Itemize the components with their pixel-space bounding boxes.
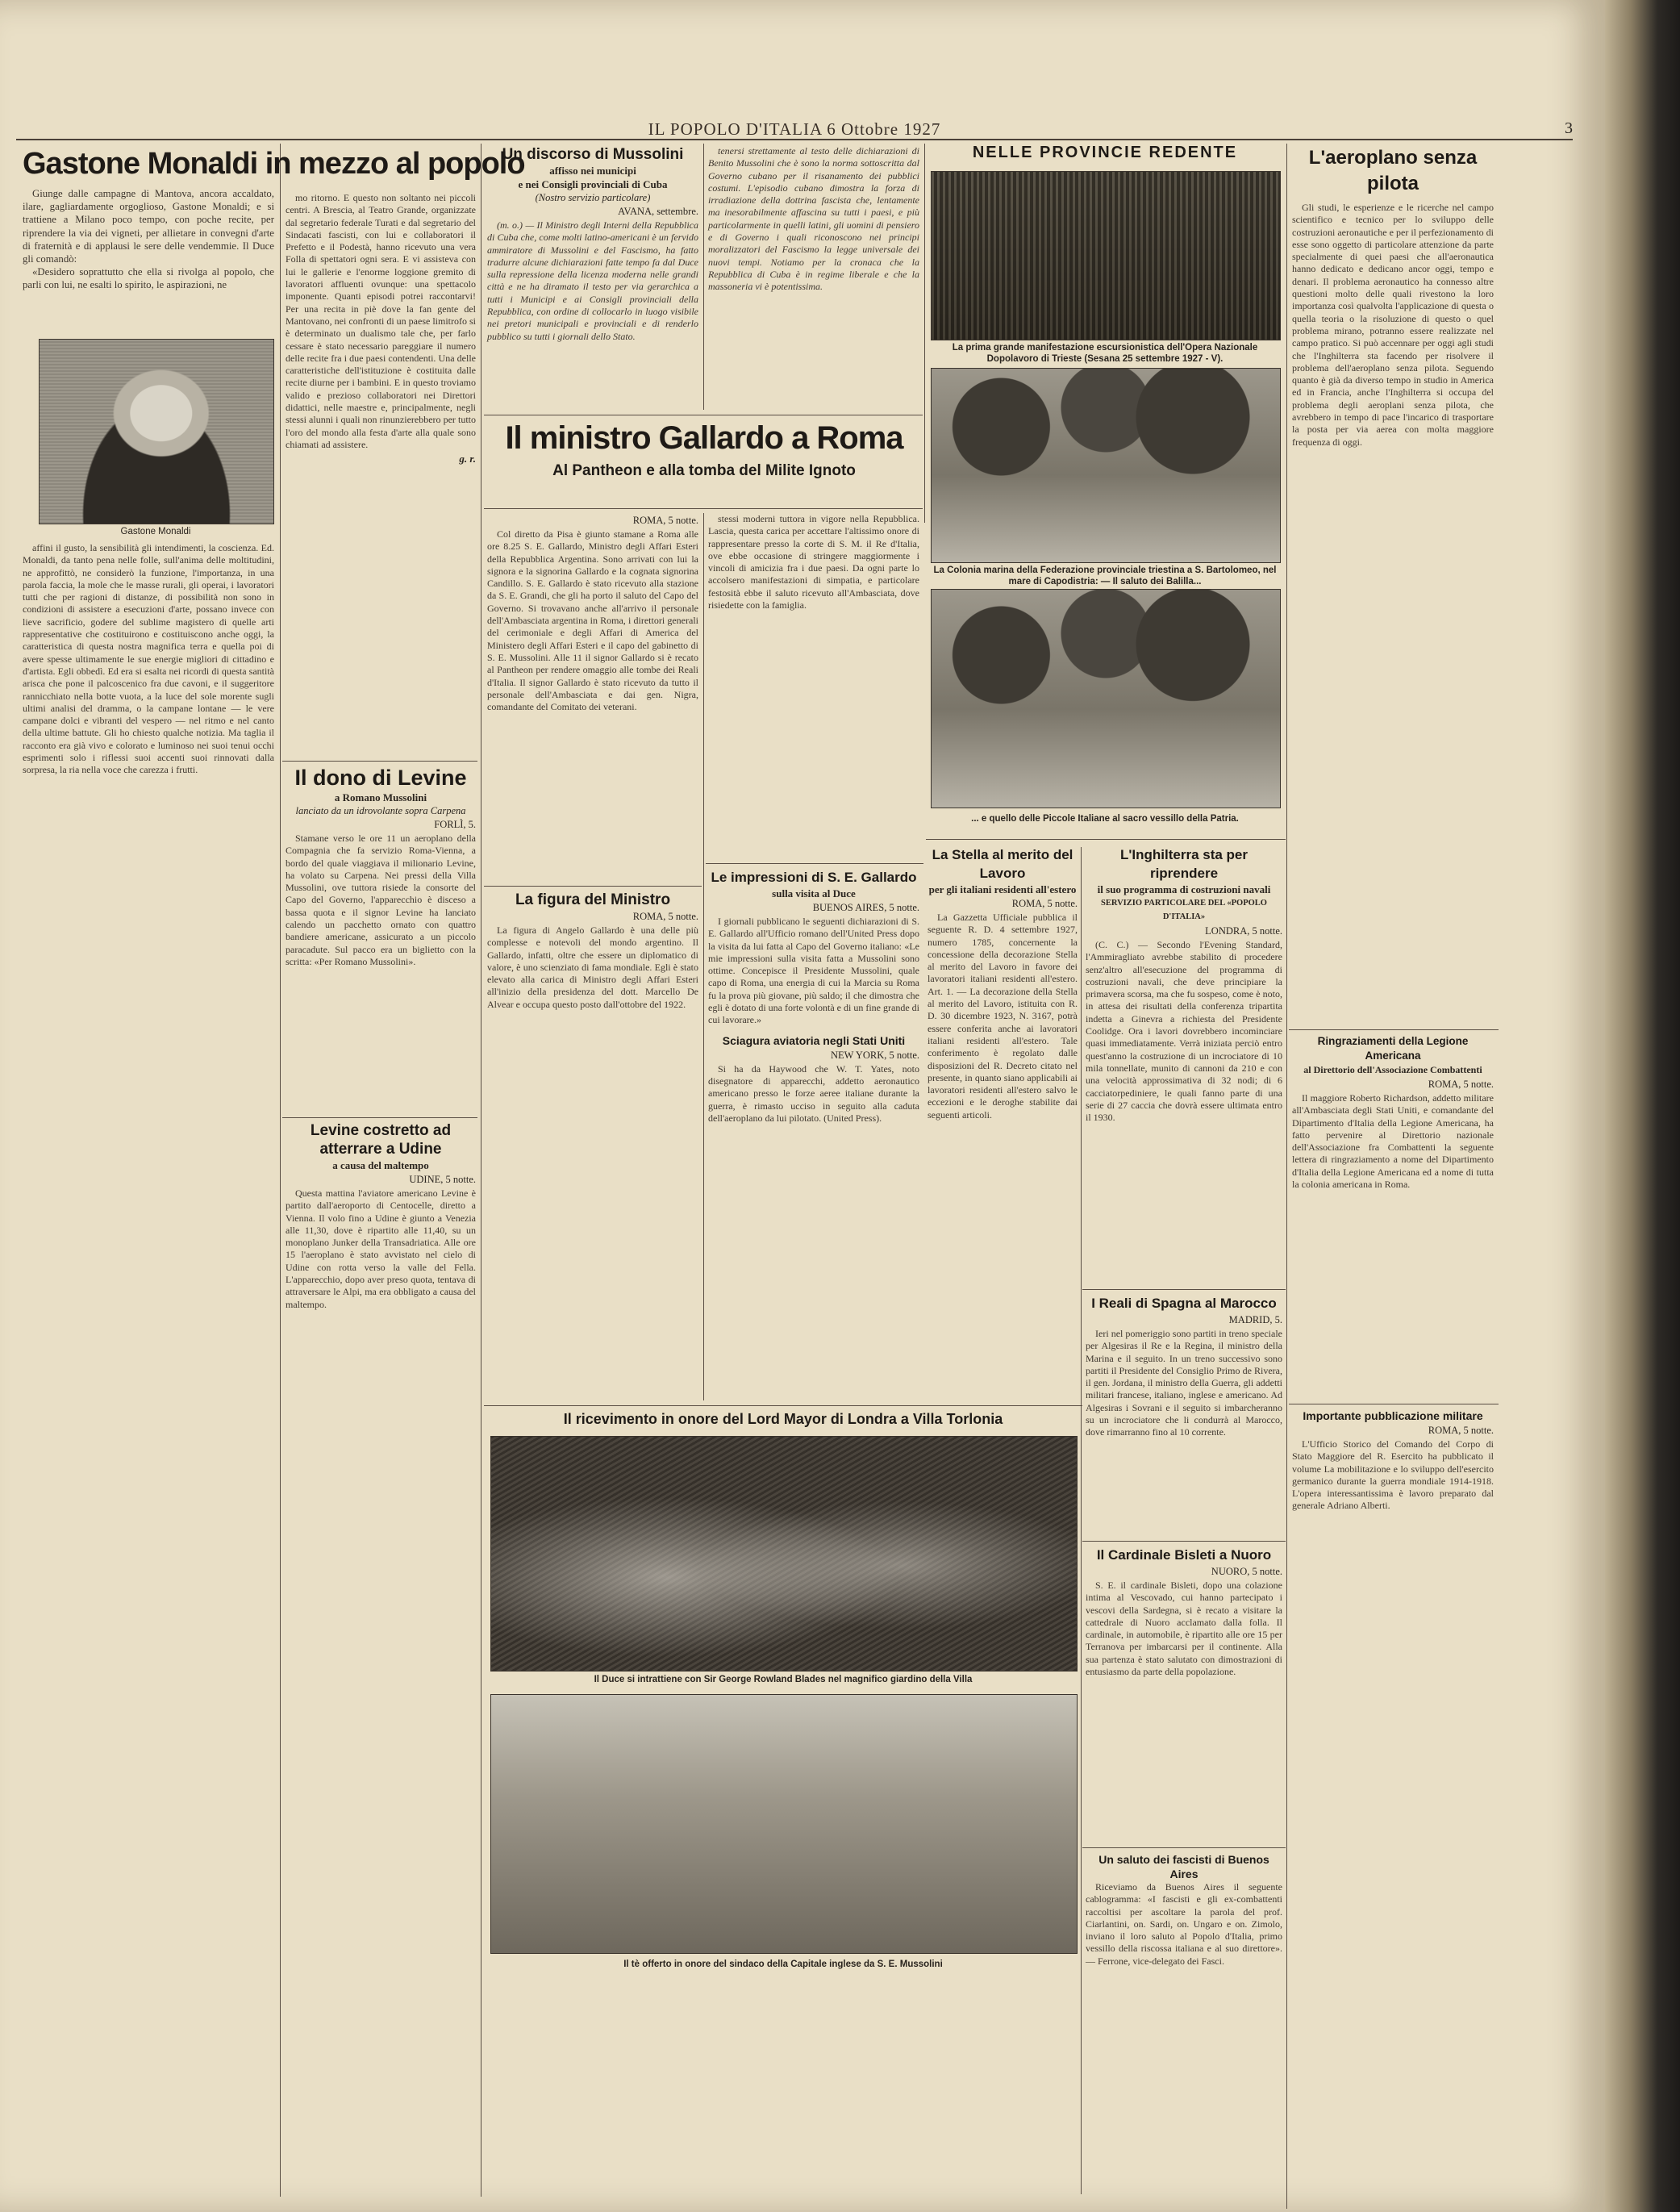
headline-sciagura: Sciagura aviatoria negli Stati Uniti <box>722 1033 906 1047</box>
dateline-nuoro: NUORO, 5 notte. <box>1211 1566 1282 1577</box>
text-sciagura: Si ha da Haywood che W. T. Yates, noto disegnatore di apparecchi, addetto aeronautico americano presso le forze aeree italiane durante la guerra, è rimasto ucciso in seguito alla caduta dell'aeroplano da lui pilotato. (United Press). <box>708 1062 919 1124</box>
dateline-new-york: NEW YORK, 5 notte. <box>830 1049 919 1061</box>
article-gallardo-right <box>708 513 919 860</box>
text-pubblicazione-militare: L'Ufficio Storico del Comando del Corpo di Stato Maggiore del R. Esercito ha pubblicato il volume La mobilitazione e lo sviluppo dell'esercito germanico durante la guerra mondiale 1914-1918. L'opera interessantissima è lavoro preparato dal generale Adriano Alberti. <box>1292 1438 1494 1512</box>
caption-piccole-italiane: ... e quello delle Piccole Italiane al sacro vessillo della Patria. <box>971 814 1239 824</box>
headline-inghilterra: L'Inghilterra sta per riprendere <box>1119 847 1249 881</box>
photo-gastone-monaldi <box>39 339 274 524</box>
section-divider <box>484 1405 1082 1406</box>
text-stella-merito: La Gazzetta Ufficiale pubblica il seguente R. D. 4 settembre 1927, numero 1785, concernente la concessione della decorazione Stella al merito del Lavoro in favore dei lavoratori italiani residenti all'estero. Art. 1. — La decorazione della Stella al merito del Lavoro, istituita con R. D. 30 dicembre 1923, N. 3167, potrà essere conferita anche ai lavoratori italiani residenti all'estero. Tale conferimento è regolato dalle disposizioni del R. Decreto citato nel presente, in quanto siano applicabili ai lavoratori residenti all'estero salvo le eccezioni e le deroghe stabilite dai seguenti articoli. <box>928 912 1078 1121</box>
caption-dopolavoro-trieste: La prima grande manifestazione escursionistica dell'Opera Nazionale Dopolavoro di Trieste (Sesana 25 settembre 1927 - V). <box>952 343 1258 364</box>
section-divider <box>706 863 923 864</box>
section-divider <box>1289 1029 1499 1030</box>
subhead-consigli: e nei Consigli provinciali di Cuba <box>518 178 668 190</box>
section-divider <box>484 508 923 509</box>
section-divider <box>484 886 702 887</box>
column-rule <box>280 144 281 2197</box>
headline-provincie-redente: NELLE PROVINCIE REDENTE <box>972 144 1238 161</box>
article-aeroplano-senza-pilota <box>1292 145 1494 1025</box>
caption-colonia-marina: La Colonia marina della Federazione provinciale triestina a S. Bartolomeo, nel mare di Capodistria: — Il saluto dei Balilla... <box>933 566 1277 586</box>
photo-colonia-marina <box>931 368 1281 563</box>
page-edge-shadow <box>1605 0 1680 2212</box>
headline-monaldi: Gastone Monaldi in mezzo al popolo <box>23 147 525 181</box>
dateline-roma-gallardo: ROMA, 5 notte. <box>632 515 698 526</box>
article-discorso-cuba-cont <box>708 145 919 411</box>
article-monaldi-cont <box>286 192 476 757</box>
article-saluto-fascisti <box>1086 1852 1282 2199</box>
article-gallardo-head <box>487 419 921 516</box>
column-rule <box>1081 847 1082 2194</box>
masthead <box>16 119 1573 140</box>
headline-ringraziamenti: Ringraziamenti della Legione Americana <box>1317 1035 1469 1062</box>
subhead-stella-merito: per gli italiani residenti all'estero <box>928 883 1077 895</box>
dateline-buenos-aires: BUENOS AIRES, 5 notte. <box>812 902 919 913</box>
article-pubblicazione-militare <box>1292 1409 1494 1893</box>
subhead-dono-levine-2: lanciato da un idrovolante sopra Carpena <box>295 805 466 816</box>
subhead-pantheon: Al Pantheon e alla tomba del Milite Ignoto <box>552 462 856 479</box>
dateline-roma-ringraziamenti: ROMA, 5 notte. <box>1428 1079 1494 1090</box>
section-divider <box>282 761 477 762</box>
headline-dono-levine: Il dono di Levine <box>294 766 467 790</box>
photo-piccole-italiane <box>931 589 1281 808</box>
text-bisleti: S. E. il cardinale Bisleti, dopo una colazione intima al Vescovado, cui hanno partecipato i vescovi della Sardegna, si è recato a visitare la cattedrale di Nuoro acclamato dalla folla. Il cardinale, in automobile, è ripartito alle ore 15 per Terranova per imbarcarsi per il continente. Alla sua partenza è stato salutato con dimostrazioni di entusiasmo da parte della popolazione. <box>1086 1580 1282 1678</box>
headline-levine-udine: Levine costretto ad atterrare a Udine <box>310 1122 452 1158</box>
article-bisleti <box>1086 1546 1282 1788</box>
text-ringraziamenti: Il maggiore Roberto Richardson, addetto militare all'Ambasciata degli Stati Uniti, e comandante del Dipartimento d'Italia della Legione Americana, ha fatto pervenire al Direttorio nazionale dell'Associazione fra Combattenti la seguente lettera di ringraziamento a nome del Dipartimento d'Italia della Legione Americana ed a nome di tutta la colonia americana in Roma. <box>1292 1092 1494 1191</box>
article-levine-udine <box>286 1121 476 2194</box>
article-inghilterra <box>1086 845 1282 1285</box>
text-gallardo-right: stessi moderni tuttora in vigore nella Repubblica. Lascia, questa carica per accettare l'altissimo onore di rappresentare presso la corte di S. M. il Re d'Italia, ove ebbe occasione di stringere maggiormente i vincoli di amicizia fra i due paesi. Da ogni parte lo accolsero manifestazioni di simpatia, e particolare festosità ebbe il saluto ricevuto all'Ambasciata, dove risiedette con la famiglia. <box>708 513 919 611</box>
photo-duce-blades <box>490 1436 1078 1672</box>
dateline-roma-figura: ROMA, 5 notte. <box>632 911 698 922</box>
dateline-udine: UDINE, 5 notte. <box>409 1174 476 1185</box>
text-monaldi-quote: «Desidero soprattutto che ella si rivolga al popolo, che parli con lui, ne esalti lo spirito, le aspirazioni, ne <box>23 266 274 291</box>
subhead-dono-levine: a Romano Mussolini <box>334 791 427 803</box>
signature-gr: g. r. <box>459 453 476 465</box>
text-discorso-cuba: (m. o.) — Il Ministro degli Interni della Repubblica di Cuba che, come molti latino-americani è un fervido ammiratore di Mussolini e del Fascismo, ha fatto tradurre alcune dichiarazioni fatte tempo fa dal Duce sulla repressione della licenza moderna nelle grandi città e ne ha diramato il testo per via gerarchica a tutti i Municipi e ai Consigli provinciali della Repubblica, con ordine di collocarlo in luogo visibile nei pretori municipali e provinciali e di renderlo pubblico su tutti i giornali dello Stato. <box>487 219 698 342</box>
dateline-londra: LONDRA, 5 notte. <box>1205 925 1282 937</box>
article-reali-spagna <box>1086 1294 1282 1536</box>
subhead-servizio: (Nostro servizio particolare) <box>535 192 651 203</box>
dateline-roma-stella: ROMA, 5 notte. <box>1011 898 1078 909</box>
caption-gastone-monaldi: Gastone Monaldi <box>120 527 191 536</box>
text-monaldi-lead: Giunge dalle campagne di Mantova, ancora accaldato, ilare, gagliardamente orgoglioso, Gastone Monaldi; e si trattiene a Milano poco tempo, con poche recite, per riprendere la via dei vigneti, per allietare in convegni d'arte di fraternità e di applausi le sere delle vendemmie. Il Duce gli comandò: <box>23 188 274 265</box>
masthead-title: IL POPOLO D'ITALIA 6 Ottobre 1927 <box>648 119 941 139</box>
dateline-madrid: MADRID, 5. <box>1228 1314 1282 1325</box>
dateline-roma-pubblicazione: ROMA, 5 notte. <box>1428 1425 1494 1436</box>
subhead-municipi: affisso nei municipi <box>549 165 636 177</box>
text-dono-levine: Stamane verso le ore 11 un aeroplano della Compagnia che fa servizio Roma-Vienna, a bordo del quale viaggiava il milionario Levine, ha volato su Carpena. Nei pressi della Villa Mussolini, ove tuttora risiede la consorte del Capo del Governo, l'apparecchio è disceso a bassa quota e il signor Levine ha lanciato calendo un pacchetto ornato con quattro bandiere americane, assicurato a un piccolo paracadute. Sul pacco era un biglietto con la scritta: «Per Romano Mussolini». <box>286 833 476 967</box>
dateline-forli: FORLÌ, 5. <box>434 819 476 830</box>
article-monaldi-body <box>23 542 274 2196</box>
headline-aeroplano: L'aeroplano senza pilota <box>1308 147 1478 194</box>
subhead-inghilterra: il suo programma di costruzioni navali <box>1097 883 1271 895</box>
section-divider <box>1082 1541 1286 1542</box>
service-inghilterra: SERVIZIO PARTICOLARE DEL «POPOLO D'ITALIA» <box>1101 899 1267 921</box>
caption-duce-blades: Il Duce si intrattiene con Sir George Rowland Blades nel magnifico giardino della Villa <box>594 1675 973 1684</box>
dateline-avana: AVANA, settembre. <box>618 206 698 217</box>
article-ringraziamenti <box>1292 1034 1494 1405</box>
headline-discorso-mussolini: Un discorso di Mussolini <box>502 146 684 163</box>
headline-pubblicazione-militare: Importante pubblicazione militare <box>1303 1409 1483 1422</box>
article-stella-merito <box>928 845 1078 1400</box>
article-dono-levine <box>286 765 476 1112</box>
page-number: 3 <box>1565 119 1573 137</box>
article-figura-ministro <box>487 891 698 1399</box>
photo-te-sindaco <box>490 1694 1078 1954</box>
column-rule <box>703 513 704 1400</box>
text-discorso-cuba-cont: tenersi strettamente al testo delle dichiarazioni di Benito Mussolini che è sono la norma sottoscritta dal Governo cubano per il risanamento dei pubblici costumi. L'episodio cubano dimostra la forza di irradiazione della dottrina fascista che, lentamente ma inesorabilmente affascina su tutti i paesi, e più particolarmente in quelli latini, gli uomini di pensiero e di Governo i quali riconoscono nei principi moralizzatori del Fascismo la legge universale dei nuovi tempi. Notiamo per la cronaca che la Repubblica di Cuba è in regime liberale e che la massoneria vi è potentissima. <box>708 145 919 293</box>
headline-gallardo: Il ministro Gallardo a Roma <box>505 420 903 456</box>
headline-impressioni: Le impressioni di S. E. Gallardo <box>711 870 917 885</box>
section-divider <box>282 1117 477 1118</box>
text-impressioni: I giornali pubblicano le seguenti dichiarazioni di S. E. Gallardo all'Ufficio romano dell'United Press dopo la visita da lui fatta al Capo del Governo italiano: «Le mie impressioni sulla visita fatta a Mussolini sono ottime. Concepisce il Presidente Mussolini, quale capo di Roma, una energia di cui la Marcia su Roma fu la prova più giovane, più saldo; il che dimostra che egli è dotato di una forte volontà e di un fine grande di cui lavorare.» <box>708 916 919 1026</box>
column-rule <box>703 144 704 410</box>
headline-bisleti: Il Cardinale Bisleti a Nuoro <box>1096 1547 1272 1563</box>
text-monaldi-cont: mo ritorno. E questo non soltanto nei piccoli centri. A Brescia, al Teatro Grande, organizzate dal segretario federale Turati e dal segretario del Sindacati fascisti, con lui e collaboratori il Prefetto e il Podestà, hanno ricevuto una vera Folla di spettatori ogni sera. E vi assisteva con lui le gallerie e l'enorme loggione gremito di lavoratori affluenti ovunque: una spettacolo imponente. Quanti episodi potrei raccontarvi! Per una recita in piè dove la fan gente del Mantovano, nei confronti di un paese limitrofo si è determinato un dualismo tale che, per farlo cessare è stato necessario pareggiare il numero delle recite fra i due paesi contendenti. Una delle caratteristiche dell'istituzione è costituita dalle recite diurne per i bambini. E in questo troviamo valido e prezioso collaboratori nei Direttori didattici, nelle maestre e, principalmente, negli stessi alunni i quali non rinunzierebbero per tutto l'oro del mondo alla festa d'arte alla quale sono chiamati ad assistere. <box>286 192 476 450</box>
text-reali-spagna: Ieri nel pomeriggio sono partiti in treno speciale per Algesiras il Re e la Regina, il ministro della Marina e il seguito. In un treno successivo sono partiti il Presidente del Consiglio Primo de Rivera, il gen. Jordana, il ministro della Guerra, gli addetti militari francese, italiano, inglese e americano. Ad Algesiras i Sovrani e il seguito si imbarcheranno su un incrociatore che li condurrà al Marocco, dove rimarranno fino al 10 corrente. <box>1086 1328 1282 1438</box>
text-aeroplano: Gli studi, le esperienze e le ricerche nel campo scientifico e tecnico per lo sviluppo delle costruzioni aeronautiche e per il perfezionamento di esse sono oggetto di particolare attenzione da parte specialmente di quei paesi che all'aeronautica hanno dedicato e dedicano ancor oggi, tempo e denari. Il problema aeronautico ha connesso altre questioni molto delle quali rivestono la loro importanza così qualvolta l'applicazione di questa o quella teoria o la risoluzione di questo o quel problema mirano, potranno essere realizzate nel campo pratico. Si può accennare per oggi agli studi che l'Inghilterra sta facendo per risolvere il problema dell'aeroplano senza pilota. Seguendo quanto è già da diverso tempo in studio in America ed in Francia, anche l'Inghilterra si occupa del problema degli aeroplani senza pilota, che avrebbero in tempo di pace l'incarico di trasportare la posta per via aerea con molta maggiore frequenza di oggi. <box>1292 202 1494 448</box>
text-levine-udine: Questa mattina l'aviatore americano Levine è partito dall'aeroporto di Centocelle, diretto a Vienna. Il volo fino a Udine è giunto a Venezia alle 11,30, dove è ripartito alle 11,40, su un monoplano Junker della Transadriatica. Alle ore 15 l'aeroplano è stato avvistato nel cielo di Udine con rotta verso la valle del Fella. L'apparecchio, dopo aver preso quota, tentava di attraversare le Alpi, ma era obbligato a causa del maltempo. <box>286 1187 476 1310</box>
headline-stella-merito: La Stella al merito del Lavoro <box>932 847 1073 881</box>
headline-saluto-fascisti: Un saluto dei fascisti di Buenos Aires <box>1098 1853 1269 1880</box>
article-discorso-cuba <box>487 145 698 419</box>
subhead-levine-udine: a causa del maltempo <box>332 1159 429 1171</box>
column-rule <box>1286 144 1287 2209</box>
text-saluto-fascisti: Riceviamo da Buenos Aires il seguente cablogramma: «I fascisti e gli ex-combattenti raccoltisi per ascoltare la parola del prof. Ciarlantini, on. Sardi, on. Ungaro e on. Zimolo, inviano il loro saluto al Popolo d'Italia, primo vessillo della riscossa italiana e al suo direttore». — Ferrone, vice-delegato dei Fasci. <box>1086 1881 1282 1967</box>
text-gallardo-left: Col diretto da Pisa è giunto stamane a Roma alle ore 8.25 S. E. Gallardo, Ministro degli Affari Esteri della Repubblica Argentina. Sono arrivati con lui la signora e la signorina Gallardo e la cognata signorina Candillo. S. E. Gallardo è stato ricevuto alla stazione da S. E. Grandi, che gli ha porto il saluto del Capo del Governo. Si trovavano anche all'arrivo il personale dell'Ambasciata argentina in Roma, i direttori generali del cerimoniale e degli Affari di America del Ministero degli Affari Esteri e il capo del gabinetto di S. E. Mussolini. Alle 11 il signor Gallardo si è recato al Pantheon per rendere omaggio alle tombe dei Reali d'Italia. Il signor Gallardo è stato ricevuto da tutto il personale dell'Ambasciata e dai gen. Nigra, comandante del Comitato dei veterani. <box>487 528 698 713</box>
text-monaldi-body: affini il gusto, la sensibilità gli intendimenti, la coscienza. Ed. Monaldi, da tanto pena nelle folle, sull'anima delle moltitudini, ne approfittò, ne considerò la funzione, l'importanza, in una parola faccia, la mole che le masse rurali, gli operai, i lavoratori tutti che per ragioni di distanze, di possibilità non sono in condizioni di assistere a esecuzioni d'arte, possano invece con lieve sacrificio, godere del sublime magistero di quelle arti rappresentative che costituirono e costituiscono anche oggi, la caratteristica di questa nostra magnifica terra e quella poi di avere spesse ultimamente le sue energie migliori di cittadino e d'artista. Egli obbedì. Ed era si esalta nei ricordi di questa santità arisca che pone il palcoscenico fra due cavoni, e il suggeritore rannicchiato nella botte vuota, a la luce del sole morente sugli ultimi analisi del dramma, o la campane lontane — le vere campane dolci e vibranti del vespero — nel ritmo e nel canto della ultime battute. Gli ho chiesto qualche notizia. Ma taglia il racconto era già vivo e colorato e luminoso nei suoi tenui occhi esprimenti solo i riflessi suoi accenti suoi rinnovati dalla sorpresa, la ria nella voce che carezza i frutti. <box>23 542 274 776</box>
headline-lord-mayor: Il ricevimento in onore del Lord Mayor di Londra a Villa Torlonia <box>563 1411 1003 1427</box>
article-impressioni <box>708 868 919 1400</box>
text-inghilterra: (C. C.) — Secondo l'Evening Standard, l'Ammiragliato avrebbe stabilito di procedere senz'altro all'esecuzione del programma di costruzioni navali, che deve principiare la primavera scorsa, ma che fu sospeso, come è noto, in attesa dei risultati della conferenza tripartita indetta a Ginevra a richiesta del Presidente Coolidge. Ora i lavori dovrebbero incominciare quasi immediatamente. Verrà iniziata perciò entro quest'anno la costruzione di un incrociatore di 10 mila tonnellate, munito di cannoni da 210 e con una velocità approssimativa di 32 nodi; di 6 cacciatorpediniere, le quali fanno parte di una serie di 27 caccia che dovrà essere ultimata entro il 1930. <box>1086 939 1282 1124</box>
section-lord-mayor <box>487 1410 1079 1434</box>
caption-te-sindaco: Il tè offerto in onore del sindaco della Capitale inglese da S. E. Mussolini <box>623 1959 943 1969</box>
section-divider <box>1082 1289 1286 1290</box>
subhead-ringraziamenti: al Direttorio dell'Associazione Combattenti <box>1303 1064 1482 1075</box>
subhead-impressioni: sulla visita al Duce <box>772 887 856 899</box>
section-provincie-header <box>928 144 1282 171</box>
column-rule <box>924 144 925 523</box>
section-divider <box>926 839 1286 840</box>
headline-reali-spagna: I Reali di Spagna al Marocco <box>1091 1296 1277 1311</box>
photo-dopolavoro-trieste <box>931 171 1281 340</box>
section-divider <box>1082 1847 1286 1848</box>
text-figura-ministro: La figura di Angelo Gallardo è una delle più complesse e notevoli del mondo argentino. Il Gallardo, infatti, oltre che essere un diplomatico di valore, è uno scienziato di fama mondiale. Egli è stato elevato alla carica di Ministro degli Affari Esteri all'inizio della presidenza del dott. Marcello De Alvear e occupa questo posto dall'ottobre del 1922. <box>487 924 698 1010</box>
article-gallardo-left <box>487 513 698 880</box>
headline-figura-ministro: La figura del Ministro <box>515 891 671 908</box>
